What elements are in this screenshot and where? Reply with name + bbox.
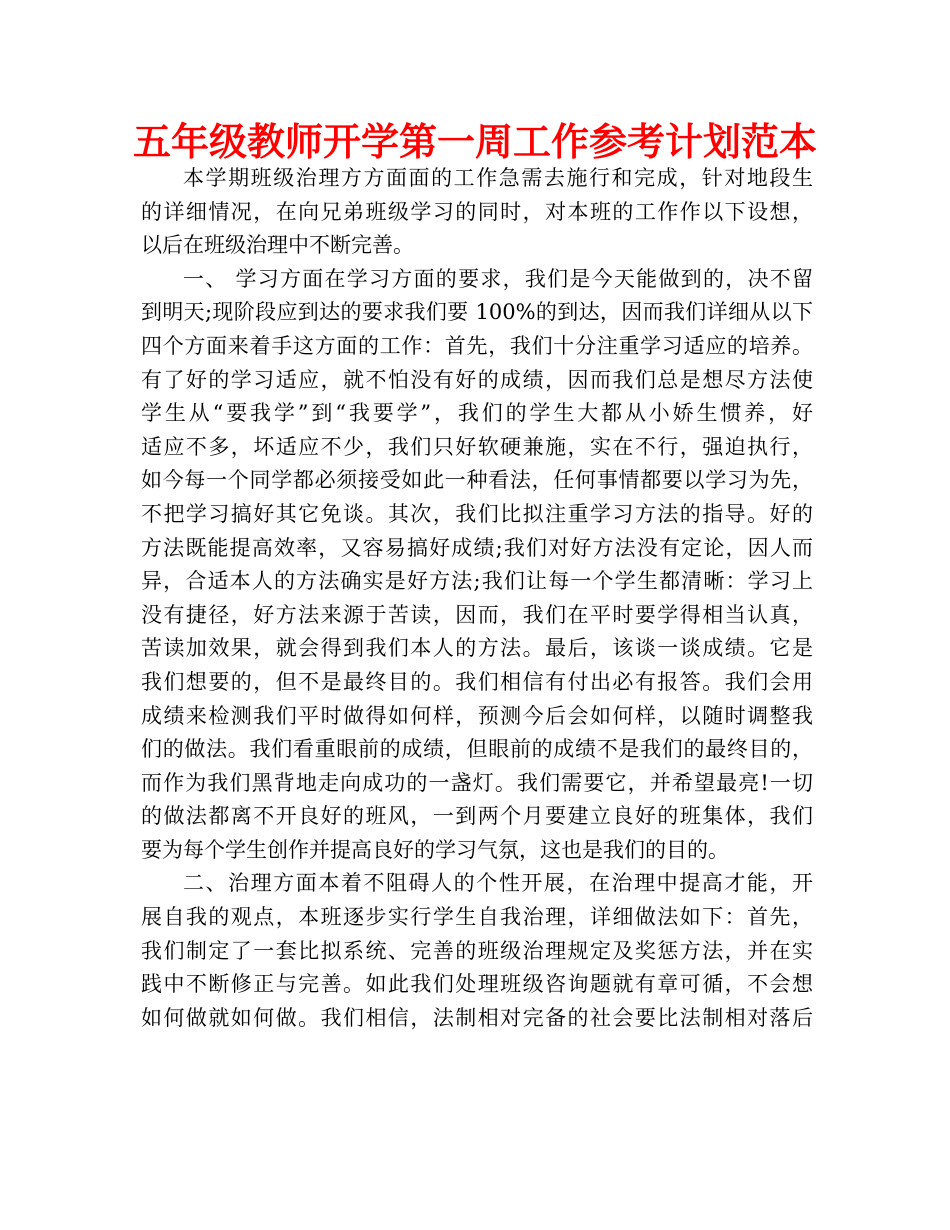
paragraph-line: 的做法都离不开良好的班风，一到两个月要建立良好的班集体，我们: [141, 804, 813, 829]
paragraph-line: 要为每个学生创作并提高良好的学习气氛，这也是我们的目的。: [141, 837, 729, 862]
paragraph-line: 异，合适本人的方法确实是好方法;我们让每一个学生都清晰：学习上: [141, 569, 813, 594]
paragraph-line: 学生从“要我学”到“我要学”，我们的学生大都从小娇生惯养，好: [141, 401, 813, 426]
paragraph-line: 有了好的学习适应，就不怕没有好的成绩，因而我们总是想尽方法使: [141, 367, 813, 392]
paragraph-line: 到明天;现阶段应到达的要求我们要 100%的到达，因而我们详细从以下: [141, 300, 813, 325]
paragraph-line: 以后在班级治理中不断完善。: [141, 233, 414, 258]
paragraph-line: 方法既能提高效率，又容易搞好成绩;我们对好方法没有定论，因人而: [141, 535, 813, 560]
paragraph-1: [141, 162, 813, 263]
paragraph-line: 们的做法。我们看重眼前的成绩，但眼前的成绩不是我们的最终目的，: [141, 737, 813, 762]
document-body: [141, 162, 813, 1035]
paragraph-line: 没有捷径，好方法来源于苦读，因而，我们在平时要学得相当认真，: [141, 602, 813, 627]
paragraph-line: 如何做就如何做。我们相信，法制相对完备的社会要比法制相对落后: [141, 1005, 813, 1030]
paragraph-3: [141, 867, 813, 1035]
paragraph-line: 本学期班级治理方方面面的工作急需去施行和完成，针对地段生: [183, 166, 813, 190]
paragraph-line: 我们想要的，但不是最终目的。我们相信有付出必有报答。我们会用: [141, 669, 813, 694]
paragraph-line: 成绩来检测我们平时做得如何样，预测今后会如何样，以随时调整我: [141, 703, 813, 728]
paragraph-line: 不把学习搞好其它免谈。其次，我们比拟注重学习方法的指导。好的: [141, 501, 813, 526]
paragraph-line: 四个方面来着手这方面的工作：首先，我们十分注重学习适应的培养。: [141, 333, 813, 358]
paragraph-line: 的详细情况，在向兄弟班级学习的同时，对本班的工作作以下设想，: [141, 199, 813, 224]
document-title: 五年级教师开学第一周工作参考计划范本: [132, 120, 817, 164]
paragraph-line: 我们制定了一套比拟系统、完善的班级治理规定及奖惩方法，并在实: [141, 938, 813, 963]
paragraph-line: 适应不多，坏适应不少，我们只好软硬兼施，实在不行，强迫执行，: [141, 434, 813, 459]
paragraph-line: 二、治理方面本着不阻碍人的个性开展，在治理中提高才能，开: [183, 871, 813, 896]
paragraph-line: 践中不断修正与完善。如此我们处理班级咨询题就有章可循，不会想: [141, 972, 813, 997]
paragraph-line: 如今每一个同学都必须接受如此一种看法，任何事情都要以学习为先，: [141, 468, 813, 493]
paragraph-line: 苦读加效果，就会得到我们本人的方法。最后，该谈一谈成绩。它是: [141, 636, 813, 661]
paragraph-line: 展自我的观点，本班逐步实行学生自我治理，详细做法如下：首先，: [141, 905, 813, 930]
paragraph-line: 一、 学习方面在学习方面的要求，我们是今天能做到的，决不留: [183, 266, 813, 291]
paragraph-line: 而作为我们黑背地走向成功的一盏灯。我们需要它，并希望最亮!一切: [141, 770, 813, 795]
paragraph-2: [141, 263, 813, 868]
